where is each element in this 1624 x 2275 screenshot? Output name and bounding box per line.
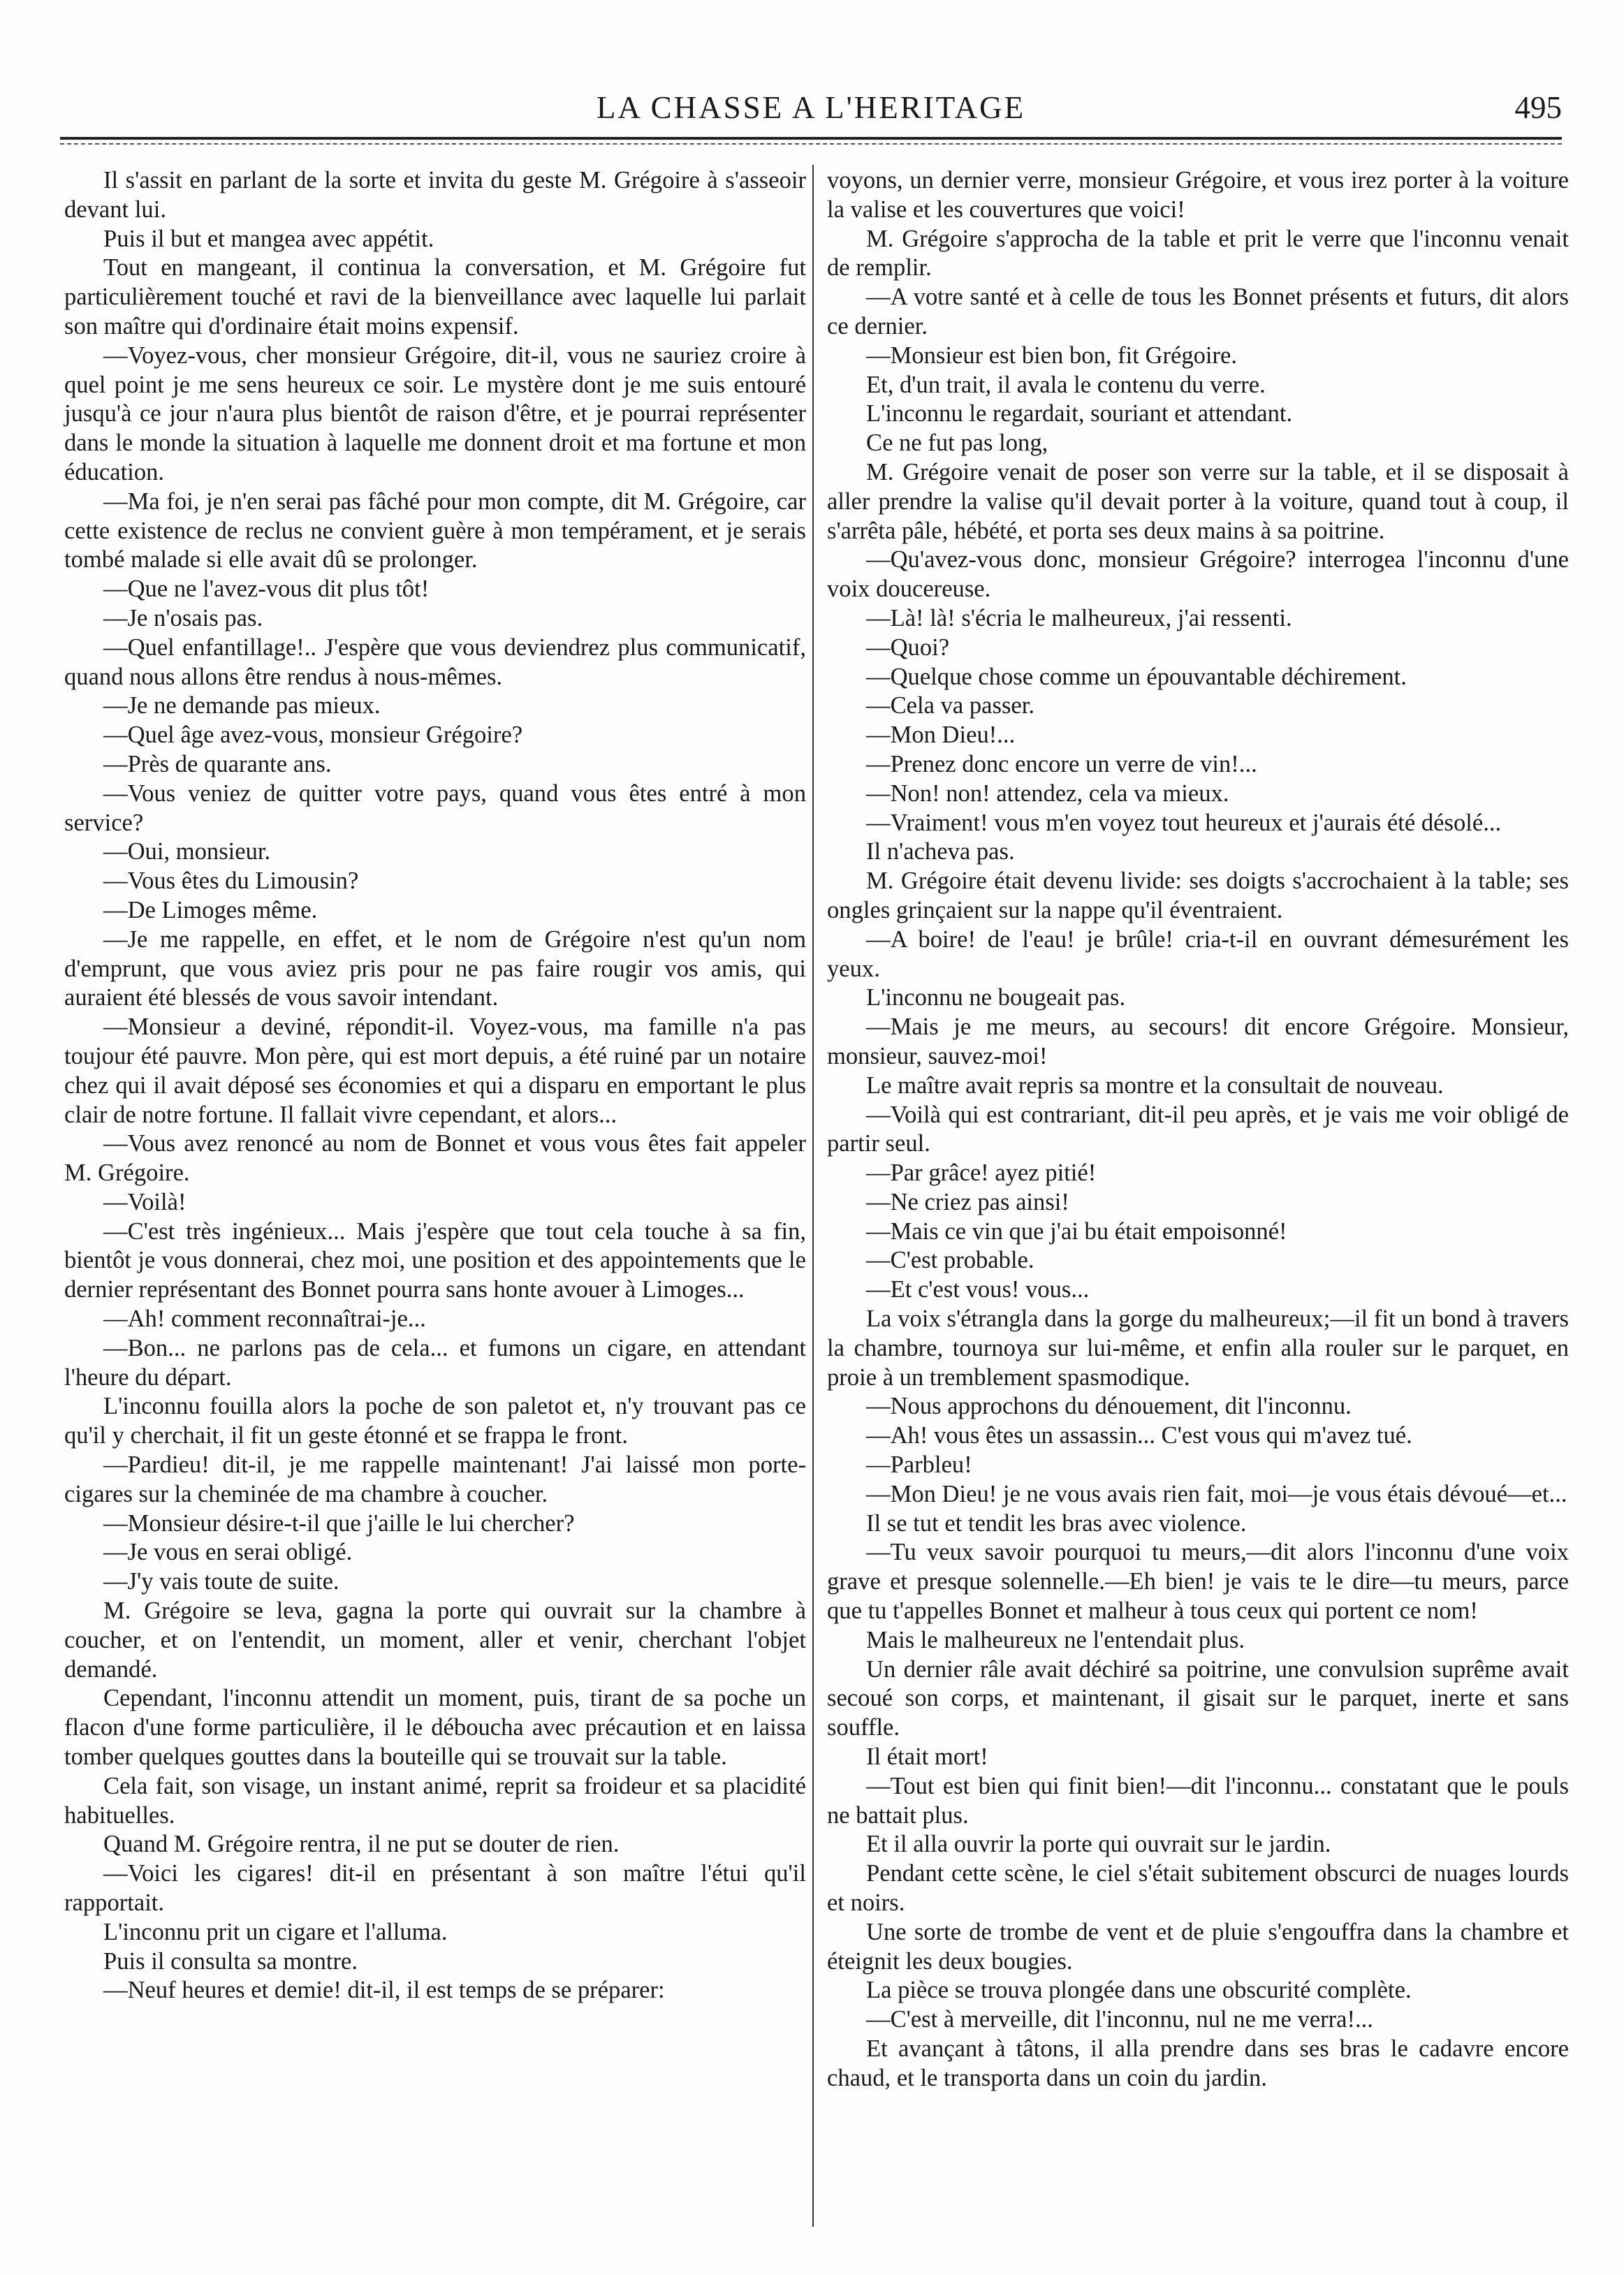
paragraph: —Mais je me meurs, au secours! dit encore Grégoire. Monsieur, monsieur, sauvez-moi! [827,1014,1569,1069]
paragraph: —A votre santé et à celle de tous les Bonnet présents et futurs, dit alors ce dernier. [827,284,1569,339]
paragraph: —Non! non! attendez, cela va mieux. [866,780,1229,807]
paragraph: —J'y vais toute de suite. [103,1568,339,1595]
paragraph: —Prenez donc encore un verre de vin!... [866,750,1257,777]
paragraph: —Je me rappelle, en effet, et le nom de Grégoire n'est qu'un nom d'emprunt, que vous aviez pris pour ne pas faire rougir vos amis, qui auraient été blessés de vous savoir intendant. [64,926,806,1011]
paragraph: —Quel âge avez-vous, monsieur Grégoire? [103,722,523,749]
paragraph: Un dernier râle avait déchiré sa poitrine, une convulsion suprême avait secoué son corps, et maintenant, il gisait sur le parquet, inerte et sans souffle. [827,1655,1569,1741]
paragraph: M. Grégoire était devenu livide: ses doigts s'accrochaient à la table; ses ongles grinçaient sur la nappe qu'il éventraient. [827,868,1569,923]
paragraph: —Vous êtes du Limousin? [103,868,359,895]
paragraph: —Tout est bien qui finit bien!—dit l'inconnu... constatant que le pouls ne battait plus. [827,1772,1569,1829]
paragraph: —Près de quarante ans. [103,750,332,777]
paragraph: L'inconnu fouilla alors la poche de son paletot et, n'y trouvant pas ce qu'il y cherchait, il fit un geste étonné et se frappa le front. [64,1393,806,1449]
paragraph: Il se tut et tendit les bras avec violence. [866,1509,1247,1537]
paragraph: —Je vous en serai obligé. [103,1539,353,1566]
paragraph: —Voilà! [103,1188,186,1215]
header-rule-secondary [60,143,1562,145]
paragraph: —Je ne demande pas mieux. [103,692,381,719]
paragraph: —Monsieur est bien bon, fit Grégoire. [866,342,1238,369]
paragraph: Cependant, l'inconnu attendit un moment, puis, tirant de sa poche un flacon d'une forme particulière, il le déboucha avec précaution et en laissa tomber quelques gouttes dans la bouteille qui se trouvait sur la table. [64,1685,806,1771]
paragraph: —Tu veux savoir pourquoi tu meurs,—dit alors l'inconnu d'une voix grave et presque solennelle.—Eh bien! je vais te le dire—tu meurs, parce que tu t'appelles Bonnet et malheur à tous ceux qui portent ce nom! [827,1539,1569,1625]
paragraph: Et avançant à tâtons, il alla prendre dans ses bras le cadavre encore chaud, et le transporta dans un coin du jardin. [827,2035,1569,2091]
paragraph: Tout en mangeant, il continua la conversation, et M. Grégoire fut particulièrement touché et ravi de la bienveillance avec laquelle lui parlait son maître qui d'ordinaire était moins expensif. [64,254,806,339]
paragraph: —C'est très ingénieux... Mais j'espère que tout cela touche à sa fin, bientôt je vous donnerai, chez moi, une position et des appointements que le dernier représentant des Bonnet pourra sans honte avouer à Limoges... [64,1217,806,1303]
paragraph: —Ah! comment reconnaîtrai-je... [103,1305,426,1333]
paragraph: Une sorte de trombe de vent et de pluie s'engouffra dans la chambre et éteignit les deux bougies. [827,1918,1569,1975]
paragraph: —Quoi? [866,634,950,661]
paragraph: —Et c'est vous! vous... [866,1276,1090,1303]
paragraph: —Parbleu! [866,1451,972,1479]
page-header [60,89,1562,138]
paragraph: —Que ne l'avez-vous dit plus tôt! [103,576,430,603]
paragraph: —Pardieu! dit-il, je me rappelle maintenant! J'ai laissé mon porte-cigares sur la cheminée de ma chambre à coucher. [64,1451,806,1507]
paragraph: M. Grégoire se leva, gagna la porte qui ouvrait sur la chambre à coucher, et on l'entendit, un moment, aller et venir, cherchant l'objet demandé. [64,1597,806,1683]
paragraph: —Ne criez pas ainsi! [866,1188,1069,1215]
paragraph: —Vraiment! vous m'en voyez tout heureux et j'aurais été désolé... [866,809,1502,836]
paragraph: —Neuf heures et demie! dit-il, il est temps de se préparer: [103,1977,665,2004]
paragraph: —Je n'osais pas. [103,604,263,631]
paragraph: Et, d'un trait, il avala le contenu du verre. [866,371,1266,398]
paragraph: —De Limoges même. [103,896,318,923]
paragraph: —Nous approchons du dénouement, dit l'inconnu. [866,1393,1352,1420]
page-number: 495 [1514,90,1562,125]
paragraph: Puis il but et mangea avec appétit. [103,225,434,252]
header-rule [60,137,1562,140]
paragraph: —Monsieur désire-t-il que j'aille le lui chercher? [103,1509,575,1537]
paragraph: —Vous veniez de quitter votre pays, quand vous êtes entré à mon service? [64,780,806,836]
paragraph: La pièce se trouva plongée dans une obscurité complète. [866,1977,1412,2004]
paragraph: Pendant cette scène, le ciel s'était subitement obscurci de nuages lourds et noirs. [827,1860,1569,1917]
paragraph: —Mais ce vin que j'ai bu était empoisonné! [866,1217,1287,1245]
paragraph: —Monsieur a deviné, répondit-il. Voyez-vous, ma famille n'a pas toujour été pauvre. Mon père, qui est mort depuis, a été ruiné par un notaire chez qui il avait déposé ses économies et qui a disparu en emportant le plus clair de notre fortune. Il fallait vivre cependant, et alors... [64,1014,806,1128]
paragraph: —Voyez-vous, cher monsieur Grégoire, dit-il, vous ne sauriez croire à quel point je me sens heureux ce soir. Le mystère dont je me suis entouré jusqu'à ce jour n'aura plus bientôt de raison d'être, et je pourrai représenter dans le monde la situation à laquelle me donnent droit et ma fortune et mon éducation. [64,342,806,485]
running-title: LA CHASSE A L'HERITAGE [596,90,1026,125]
paragraph: Puis il consulta sa montre. [103,1947,358,1975]
column-divider [812,165,814,2227]
left-column [64,166,806,2005]
paragraph: M. Grégoire venait de poser son verre sur la table, et il se disposait à aller prendre la valise qu'il devait porter à la voiture, quand tout à coup, il s'arrêta pâle, hébété, et porta ses deux mains à sa poitrine. [827,458,1569,544]
paragraph: Cela fait, son visage, un instant animé, reprit sa froideur et sa placidité habituelles. [64,1772,806,1829]
paragraph: voyons, un dernier verre, monsieur Grégoire, et vous irez porter à la voiture la valise et les couvertures que voici! [827,167,1569,223]
paragraph: —Voici les cigares! dit-il en présentant à son maître l'étui qu'il rapportait. [64,1860,806,1917]
paragraph: —Mon Dieu! je ne vous avais rien fait, moi—je vous étais dévoué—et... [866,1480,1567,1507]
paragraph: Mais le malheureux ne l'entendait plus. [866,1626,1245,1653]
paragraph: L'inconnu prit un cigare et l'alluma. [103,1918,448,1945]
paragraph: Et il alla ouvrir la porte qui ouvrait sur le jardin. [866,1831,1331,1858]
paragraph: —Mon Dieu!... [866,722,1016,749]
paragraph: —Là! là! s'écria le malheureux, j'ai ressenti. [866,604,1292,631]
paragraph: La voix s'étrangla dans la gorge du malheureux;—il fit un bond à travers la chambre, tournoya sur lui-même, et enfin alla rouler sur le parquet, en proie à un tremblement spasmodique. [827,1305,1569,1391]
paragraph: Ce ne fut pas long, [866,430,1048,457]
paragraph: —Vous avez renoncé au nom de Bonnet et vous vous êtes fait appeler M. Grégoire. [64,1130,806,1187]
paragraph: —Ma foi, je n'en serai pas fâché pour mon compte, dit M. Grégoire, car cette existence de reclus ne convient guère à mon tempérament, et je serais tombé malade si elle avait dû se prolonger. [64,488,806,573]
paragraph: —Oui, monsieur. [103,838,271,865]
paragraph: —Par grâce! ayez pitié! [866,1160,1097,1187]
paragraph: —Cela va passer. [866,692,1035,719]
paragraph: —Voilà qui est contrariant, dit-il peu après, et je vais me voir obligé de partir seul. [827,1101,1569,1157]
paragraph: L'inconnu ne bougeait pas. [866,984,1126,1011]
paragraph: Quand M. Grégoire rentra, il ne put se douter de rien. [103,1831,620,1858]
paragraph: —Qu'avez-vous donc, monsieur Grégoire? interrogea l'inconnu d'une voix doucereuse. [827,546,1569,603]
right-column [827,166,1569,2093]
paragraph: —Quelque chose comme un épouvantable déchirement. [866,663,1407,690]
paragraph: L'inconnu le regardait, souriant et attendant. [866,400,1293,427]
paragraph: —Quel enfantillage!.. J'espère que vous deviendrez plus communicatif, quand nous allons être rendus à nous-mêmes. [64,634,806,690]
paragraph: M. Grégoire s'approcha de la table et prit le verre que l'inconnu venait de remplir. [827,225,1569,281]
paragraph: Il s'assit en parlant de la sorte et invita du geste M. Grégoire à s'asseoir devant lui. [64,167,806,223]
paragraph: —Ah! vous êtes un assassin... C'est vous qui m'avez tué. [866,1422,1412,1449]
paragraph: Il n'acheva pas. [866,838,1015,865]
paragraph: —Bon... ne parlons pas de cela... et fumons un cigare, en attendant l'heure du départ. [64,1334,806,1391]
paragraph: Il était mort! [866,1743,988,1771]
paragraph: Le maître avait repris sa montre et la consultait de nouveau. [866,1071,1444,1099]
paragraph: —C'est à merveille, dit l'inconnu, nul ne me verra!... [866,2006,1373,2033]
paragraph: —A boire! de l'eau! je brûle! cria-t-il en ouvrant démesurément les yeux. [827,926,1569,982]
paragraph: —C'est probable. [866,1247,1034,1274]
